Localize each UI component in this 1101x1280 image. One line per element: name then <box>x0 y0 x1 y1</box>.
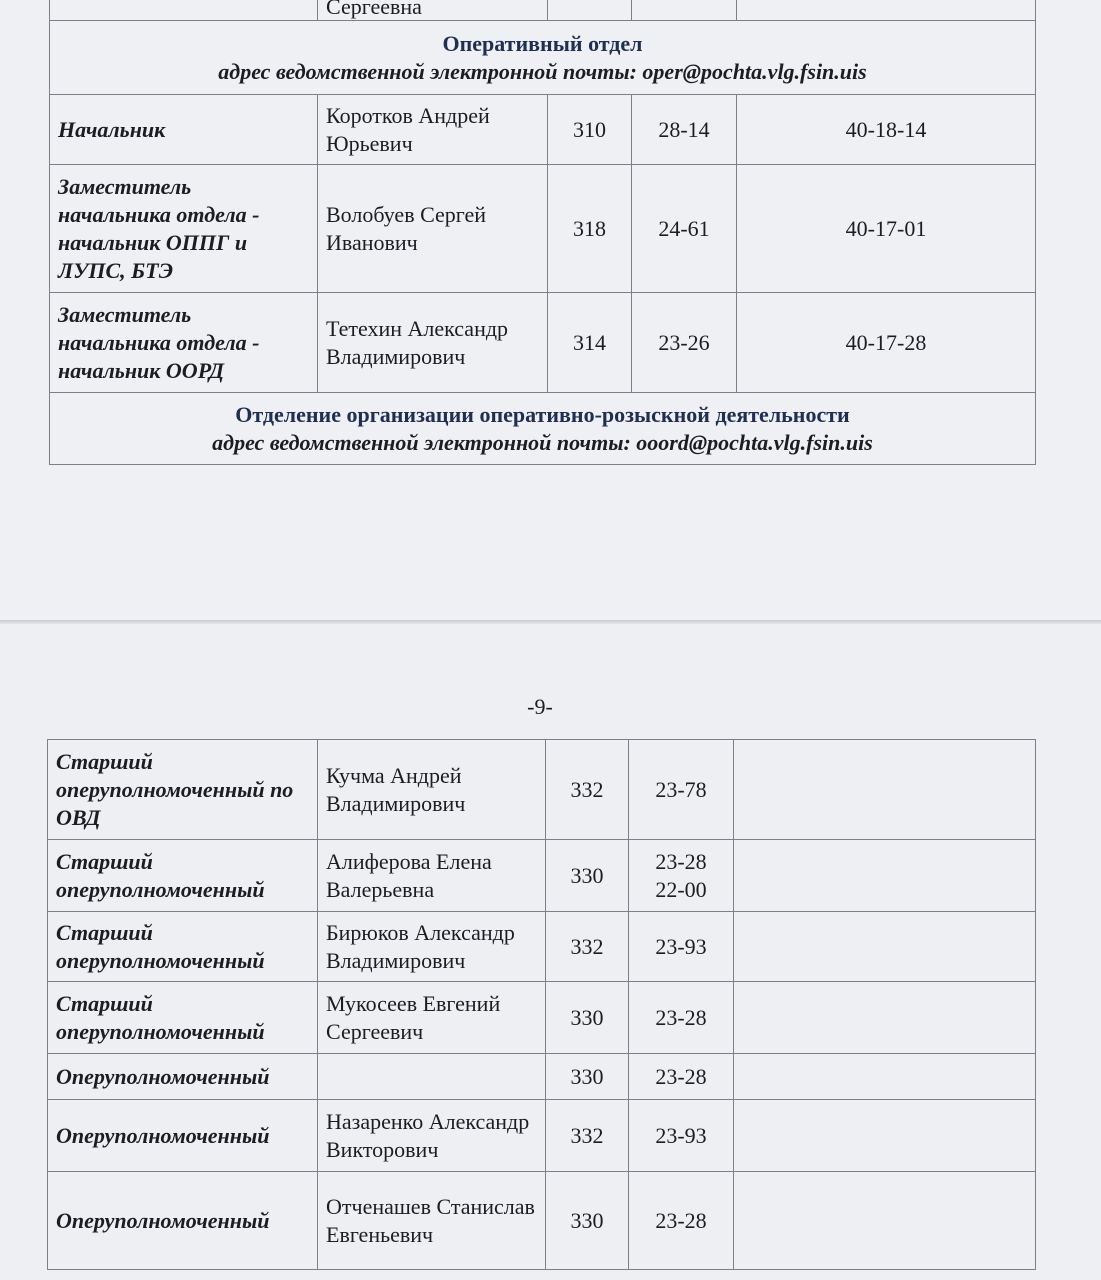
page-number: -9- <box>527 694 553 719</box>
table-row <box>48 1172 1036 1270</box>
ext-cell: 23-28 <box>629 1172 734 1270</box>
phone-cell <box>734 740 1036 840</box>
phone-cell: 40-18-14 <box>737 95 1036 165</box>
ext-cell: 23-93 <box>629 912 734 982</box>
table-row <box>48 840 1036 912</box>
name-cell: Кучма Андрей Владимирович <box>318 740 546 840</box>
position-cell: Начальник <box>50 95 318 165</box>
room-cell: 332 <box>546 1100 629 1172</box>
position-cell: Оперуполномоченный <box>48 1172 318 1270</box>
table-row <box>50 165 1036 293</box>
name-cell: Сергеевна <box>318 0 548 21</box>
phone-cell: 40-17-01 <box>737 165 1036 293</box>
directory-table-top <box>49 0 1036 465</box>
phone-cell <box>734 982 1036 1054</box>
position-cell: Старший оперуполномоченный <box>48 982 318 1054</box>
name-cell: Алиферова Елена Валерьевна <box>318 840 546 912</box>
ext-cell: 28-14 <box>632 95 737 165</box>
room-cell: 332 <box>546 912 629 982</box>
name-cell: Назаренко Александр Викторович <box>318 1100 546 1172</box>
table-row <box>48 1054 1036 1100</box>
ext-cell: 23-28 <box>629 982 734 1054</box>
table-row <box>48 912 1036 982</box>
phone-cell <box>734 840 1036 912</box>
table-row <box>48 740 1036 840</box>
ext-cell: 23-26 <box>632 293 737 393</box>
phone-cell <box>734 1172 1036 1270</box>
name-cell: Отченашев Станислав Евгеньевич <box>318 1172 546 1270</box>
position-cell: Старший оперуполномоченный по ОВД <box>48 740 318 840</box>
room-cell: 332 <box>546 740 629 840</box>
phone-cell <box>734 1100 1036 1172</box>
name-cell: Мукосеев Евгений Сергеевич <box>318 982 546 1054</box>
room-cell: 330 <box>546 1054 629 1100</box>
ext-cell: 23-78 <box>629 740 734 840</box>
section-email: адрес ведомственной электронной почты: oper@pochta.vlg.fsin.uis <box>218 58 867 84</box>
section-header <box>50 21 1036 95</box>
name-cell: Бирюков Александр Владимирович <box>318 912 546 982</box>
room-cell: 310 <box>548 95 632 165</box>
room-cell: 318 <box>548 165 632 293</box>
ext-cell: 24-61 <box>632 165 737 293</box>
position-cell: Заместитель начальника отдела - начальник ОППГ и ЛУПС, БТЭ <box>50 165 318 293</box>
ext-cell: 23-93 <box>629 1100 734 1172</box>
phone-cell <box>734 1054 1036 1100</box>
table-row <box>50 0 1036 21</box>
section-email: адрес ведомственной электронной почты: ooord@pochta.vlg.fsin.uis <box>212 429 873 455</box>
room-cell: 330 <box>546 1172 629 1270</box>
section-title: Отделение организации оперативно-розыскной деятельности <box>235 401 850 427</box>
room-cell: 314 <box>548 293 632 393</box>
section-header <box>50 393 1036 465</box>
name-cell: Тетехин Александр Владимирович <box>318 293 548 393</box>
table-row <box>48 1100 1036 1172</box>
name-cell <box>318 1054 546 1100</box>
name-cell: Волобуев Сергей Иванович <box>318 165 548 293</box>
phone-cell: 40-17-28 <box>737 293 1036 393</box>
room-cell: 330 <box>546 840 629 912</box>
table-row <box>50 95 1036 165</box>
position-cell: Старший оперуполномоченный <box>48 912 318 982</box>
position-cell: Оперуполномоченный <box>48 1100 318 1172</box>
ext-cell: 23-28 <box>629 1054 734 1100</box>
position-cell: Заместитель начальника отдела - начальник ООРД <box>50 293 318 393</box>
room-cell: 330 <box>546 982 629 1054</box>
directory-table-bottom <box>47 739 1036 1270</box>
table-row <box>48 982 1036 1054</box>
table-row <box>50 293 1036 393</box>
name-cell: Коротков Андрей Юрьевич <box>318 95 548 165</box>
position-cell: Старший оперуполномоченный <box>48 840 318 912</box>
phone-cell <box>734 912 1036 982</box>
section-title: Оперативный отдел <box>442 30 643 56</box>
position-cell: Оперуполномоченный <box>48 1054 318 1100</box>
ext-cell: 23-28 22-00 <box>629 840 734 912</box>
